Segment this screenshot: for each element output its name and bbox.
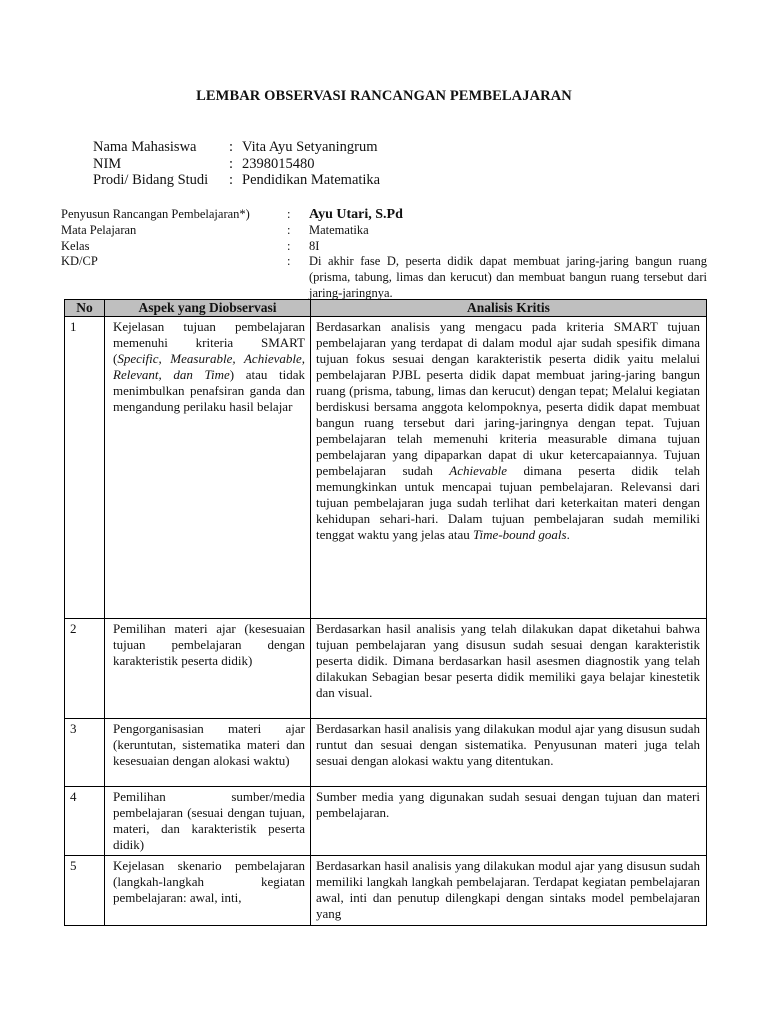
- row-analisis: Berdasarkan hasil analisis yang dilakukan modul ajar yang disusun sudah memiliki langkah langkah pembelajaran. Terdapat kegiatan pembelajaran awal, inti dan penutup dilengkapi dengan sintaks model pembelajaran yang: [311, 856, 707, 926]
- row-analisis: [311, 317, 707, 619]
- colon: :: [229, 139, 234, 155]
- meta-author-row: [61, 207, 707, 223]
- meta-class-value: 8I: [309, 238, 320, 253]
- student-nim-row: [93, 156, 380, 173]
- table-row: [65, 719, 707, 787]
- analisis-text: .: [566, 527, 570, 542]
- meta-kdcp-label: KD/CP: [61, 254, 98, 269]
- meta-class-label: Kelas: [61, 238, 90, 253]
- meta-kdcp-row: [61, 254, 707, 301]
- student-nim-value: 2398015480: [242, 155, 315, 172]
- table-row: [65, 856, 707, 926]
- row-analisis: Berdasarkan hasil analisis yang telah dilakukan dapat diketahui bahwa tujuan pembelajaran yang disusun sudah sesuai dengan karakteristik peserta didik. Dimana berdasarkan hasil asesmen diagnostik yang telah dilakukan Sebagian besar peserta didik memiliki gaya belajar kinestetik dan visual.: [311, 619, 707, 719]
- analisis-text: Berdasarkan analisis yang mengacu pada kriteria SMART tujuan pembelajaran yang terdapat di dalam modul ajar sudah spesifik dimana tujuan fokus sesuai dengan karakteristik peserta didik yaitu melalui pembelajaran PJBL peserta didik dapat membuat jaring-jaring bangun ruang (prisma, tabung, limas dan kerucut) dengan tepat; Melalui kegiatan berdiskusi bersama anggota kelompoknya, peserta didik dapat membuat bangun ruang tersebut dari jaring-jaringnya dengan tepat. Tujuan pembelajaran telah memenuhi kriteria measurable dimana tujuan pembelajaran yang dipaparkan dapat di ukur ketercapaiannya. Tujuan pembelajaran sudah: [316, 319, 700, 478]
- analisis-italic-text: Achievable: [449, 463, 508, 478]
- header-no: No: [65, 300, 105, 317]
- student-name-row: [93, 139, 380, 156]
- table-header-row: [65, 300, 707, 317]
- colon: :: [287, 207, 291, 221]
- document-title: LEMBAR OBSERVASI RANCANGAN PEMBELAJARAN: [196, 88, 572, 104]
- student-prodi-value: Pendidikan Matematika: [242, 172, 381, 188]
- analisis-italic-text: Time-bound goals: [473, 527, 567, 542]
- colon: :: [229, 155, 234, 172]
- row-number: 1: [65, 317, 105, 619]
- colon: :: [287, 238, 291, 253]
- meta-kdcp-value: Di akhir fase D, peserta didik dapat membuat jaring-jaring bangun ruang (prisma, tabung, limas dan kerucut) dan membuat bangun ruang tersebut dari jaring-jaringnya.: [309, 254, 707, 300]
- aspek-text: ) atau tidak menimbulkan penafsiran ganda dan mengandung perilaku hasil belajar: [113, 367, 305, 414]
- aspek-text: Kejelasan tujuan pembelajaran memenuhi kriteria SMART (: [113, 319, 305, 366]
- student-prodi-row: [93, 172, 380, 189]
- meta-subject-label: Mata Pelajaran: [61, 222, 137, 237]
- meta-subject-row: [61, 223, 707, 239]
- header-aspek: Aspek yang Diobservasi: [105, 300, 311, 317]
- row-number: 2: [65, 619, 105, 719]
- student-name-value: Vita Ayu Setyaningrum: [242, 139, 378, 155]
- row-aspek: Kejelasan skenario pembelajaran (langkah-langkah kegiatan pembelajaran: awal, inti,: [105, 856, 311, 926]
- aspek-italic-text: Specific, Measurable, Achievable, Relevant, dan Time: [113, 351, 305, 382]
- row-analisis: Sumber media yang digunakan sudah sesuai dengan tujuan dan materi pembelajaran.: [311, 787, 707, 856]
- student-name-label: Nama Mahasiswa: [93, 139, 197, 155]
- meta-author-value: Ayu Utari, S.Pd: [309, 207, 403, 222]
- student-info: [93, 139, 380, 189]
- row-aspek: Pengorganisasian materi ajar (keruntutan, sistematika materi dan kesesuaian dengan alokasi waktu): [105, 719, 311, 787]
- meta-author-label: Penyusun Rancangan Pembelajaran*): [61, 207, 250, 221]
- observation-table: [64, 299, 707, 926]
- student-nim-label: NIM: [93, 155, 122, 172]
- table-row: [65, 317, 707, 619]
- meta-class-row: [61, 239, 707, 255]
- colon: :: [287, 254, 291, 269]
- row-number: 5: [65, 856, 105, 926]
- row-aspek: Pemilihan sumber/media pembelajaran (sesuai dengan tujuan, materi, dan karakteristik peserta didik): [105, 787, 311, 856]
- colon: :: [229, 172, 234, 188]
- row-aspek: [105, 317, 311, 619]
- table-row: [65, 619, 707, 719]
- row-number: 4: [65, 787, 105, 856]
- plan-meta: [61, 207, 707, 302]
- meta-subject-value: Matematika: [309, 222, 369, 237]
- table-row: [65, 787, 707, 856]
- student-prodi-label: Prodi/ Bidang Studi: [93, 172, 209, 188]
- analisis-text: dimana peserta didik telah memungkinkan untuk mencapai tujuan pembelajaran. Relevansi dari tujuan pembelajaran juga sudah terlihat dari keterkaitan materi dengan kehidupan sehari-hari. Dalam tujuan pembelajaran sudah memiliki tenggat waktu yang jelas atau: [316, 463, 701, 542]
- row-aspek: Pemilihan materi ajar (kesesuaian tujuan pembelajaran dengan karakteristik peserta didik): [105, 619, 311, 719]
- header-analisis: Analisis Kritis: [311, 300, 707, 317]
- row-number: 3: [65, 719, 105, 787]
- row-analisis: Berdasarkan hasil analisis yang dilakukan modul ajar yang disusun sudah runtut dan sesuai dengan sistematika. Penyusunan materi juga telah sesuai dengan alokasi waktu yang ditentukan.: [311, 719, 707, 787]
- colon: :: [287, 222, 291, 237]
